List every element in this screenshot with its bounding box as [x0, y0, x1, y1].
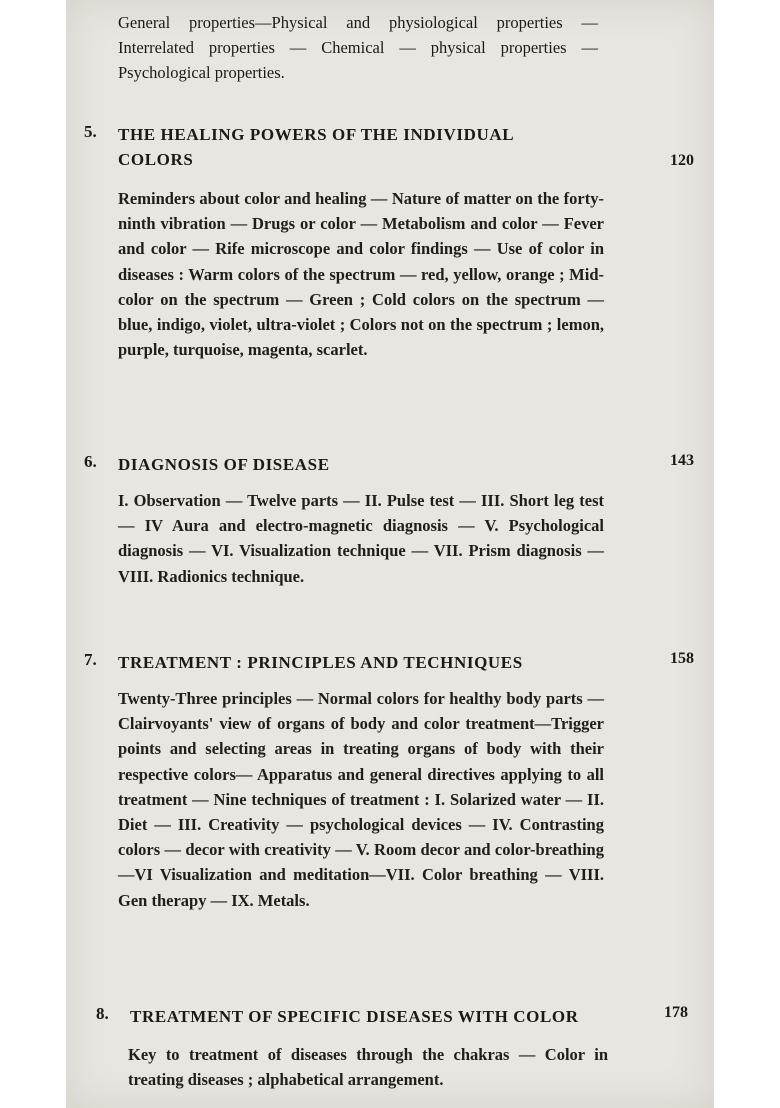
intro-paragraph: General properties—Physical and physiological properties — Interrelated properties — Chemical — physical properties — Psychological properties. [118, 13, 598, 82]
book-page [66, 0, 714, 1108]
chapter-7 [66, 650, 714, 910]
chapter-page-number: 143 [670, 452, 694, 469]
chapter-title: TREATMENT : PRINCIPLES AND TECHNIQUES [118, 653, 523, 672]
chapter-page-number: 178 [664, 1004, 688, 1021]
chapter-description: Reminders about color and healing — Nature of matter on the forty-ninth vibration — Drugs or color — Metabolism and color — Fever and color — Rife microscope and color findings — Use of color in diseases : Warm colors of the spectrum — red, yellow, orange ; Mid-color on the spectrum — Green ; Cold colors on the spectrum — blue, indigo, violet, ultra-violet ; Colors not on the spectrum ; lemon, purple, turquoise, magenta, scarlet. [118, 189, 604, 360]
chapter-title: TREATMENT OF SPECIFIC DISEASES WITH COLOR [130, 1007, 579, 1026]
chapter-5 [66, 122, 714, 360]
chapter-heading [66, 1004, 714, 1030]
chapter-8 [66, 1004, 714, 1090]
chapter-page-number: 120 [670, 152, 694, 169]
chapter-description: I. Observation — Twelve parts — II. Pulse test — III. Short leg test — IV Aura and electro-magnetic diagnosis — V. Psychological diagnosis — VI. Visualization technique — VII. Prism diagnosis — VIII. Radionics technique. [118, 491, 604, 586]
chapter-number: 7. [84, 650, 97, 669]
chapter-number: 6. [84, 452, 97, 471]
chapter-heading [66, 452, 714, 478]
chapter-number: 5. [84, 122, 97, 141]
chapter-6 [66, 452, 714, 586]
chapter-title: DIAGNOSIS OF DISEASE [118, 455, 330, 474]
chapter-heading [66, 122, 714, 169]
chapter-number: 8. [96, 1004, 109, 1023]
chapter-title: THE HEALING POWERS OF THE INDIVIDUAL COLORS [118, 125, 514, 169]
chapter-heading [66, 650, 714, 676]
chapter-description: Twenty-Three principles — Normal colors for healthy body parts — Clairvoyants' view of organs of body and color treatment—Trigger points and selecting areas in treating organs of body with their respective colors— Apparatus and general directives applying to all treatment — Nine techniques of treatment : I. Solarized water — II. Diet — III. Creativity — psychological devices — IV. Contrasting colors — decor with creativity — V. Room decor and color-breathing—VI Visualization and meditation—VII. Color breathing — VIII. Gen therapy — IX. Metals. [118, 689, 604, 910]
chapter-page-number: 158 [670, 650, 694, 667]
chapter-description: Key to treatment of diseases through the chakras — Color in treating diseases ; alphabetical arrangement. [128, 1045, 608, 1090]
